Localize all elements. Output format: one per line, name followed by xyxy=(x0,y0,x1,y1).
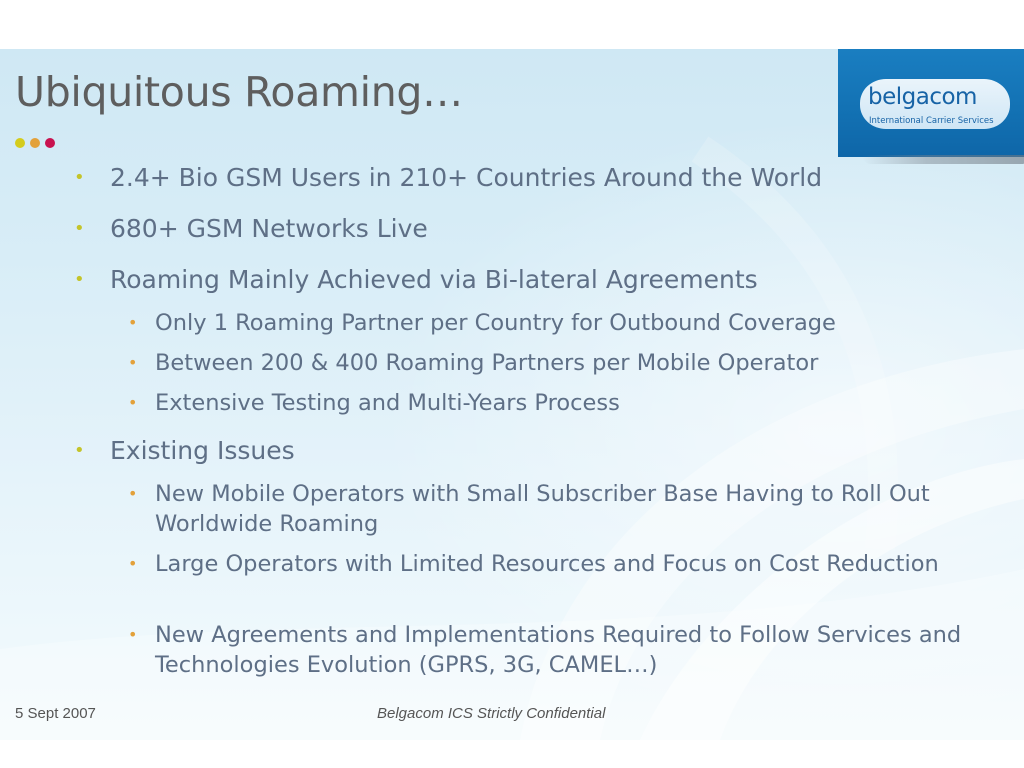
sub-bullet-text: New Mobile Operators with Small Subscriber Base Having to Roll Out Worldwide Roaming xyxy=(155,481,930,537)
sub-bullet-dot: • xyxy=(128,353,138,372)
sub-bullet-item xyxy=(128,388,1005,418)
sub-bullet-item xyxy=(128,479,1005,539)
sub-bullet-dot: • xyxy=(128,484,138,503)
slide-title: Ubiquitous Roaming… xyxy=(15,68,463,116)
footer-confidentiality: Belgacom ICS Strictly Confidential xyxy=(377,705,606,722)
bullet-text: 680+ GSM Networks Live xyxy=(110,214,428,243)
sub-bullet-item xyxy=(128,620,1005,680)
sub-bullet-dot: • xyxy=(128,554,138,573)
bullet-item xyxy=(74,265,990,295)
sub-bullet-text: New Agreements and Implementations Required to Follow Services and Technologies Evolution (GPRS, 3G, CAMEL…) xyxy=(155,622,962,678)
sub-bullet-dot: • xyxy=(128,625,138,644)
sub-bullet-item xyxy=(128,549,1005,579)
sub-bullet-item xyxy=(128,308,1005,338)
accent-dot-orange xyxy=(30,138,40,148)
bullet-text: Roaming Mainly Achieved via Bi-lateral Agreements xyxy=(110,265,758,294)
accent-dot-yellow xyxy=(15,138,25,148)
bullet-text: Existing Issues xyxy=(110,436,295,465)
bullet-item xyxy=(74,163,990,193)
logo-tagline: International Carrier Services xyxy=(869,116,994,126)
sub-bullet-dot: • xyxy=(128,313,138,332)
sub-bullet-dot: • xyxy=(128,393,138,412)
bullet-dot: • xyxy=(74,440,85,461)
sub-bullet-text: Extensive Testing and Multi-Years Process xyxy=(155,390,620,416)
bullet-dot: • xyxy=(74,218,85,239)
logo-wordmark: belgacom xyxy=(868,84,977,110)
bullet-item xyxy=(74,214,990,244)
sub-bullet-item xyxy=(128,348,1005,378)
accent-dot-crimson xyxy=(45,138,55,148)
bullet-item xyxy=(74,436,990,466)
belgacom-logo xyxy=(838,49,1024,157)
bullet-text: 2.4+ Bio GSM Users in 210+ Countries Around the World xyxy=(110,163,823,192)
footer-date: 5 Sept 2007 xyxy=(15,705,96,722)
bullet-dot: • xyxy=(74,269,85,290)
sub-bullet-text: Between 200 & 400 Roaming Partners per Mobile Operator xyxy=(155,350,819,376)
bullet-dot: • xyxy=(74,167,85,188)
sub-bullet-text: Only 1 Roaming Partner per Country for Outbound Coverage xyxy=(155,310,836,336)
sub-bullet-text: Large Operators with Limited Resources and Focus on Cost Reduction xyxy=(155,551,939,577)
